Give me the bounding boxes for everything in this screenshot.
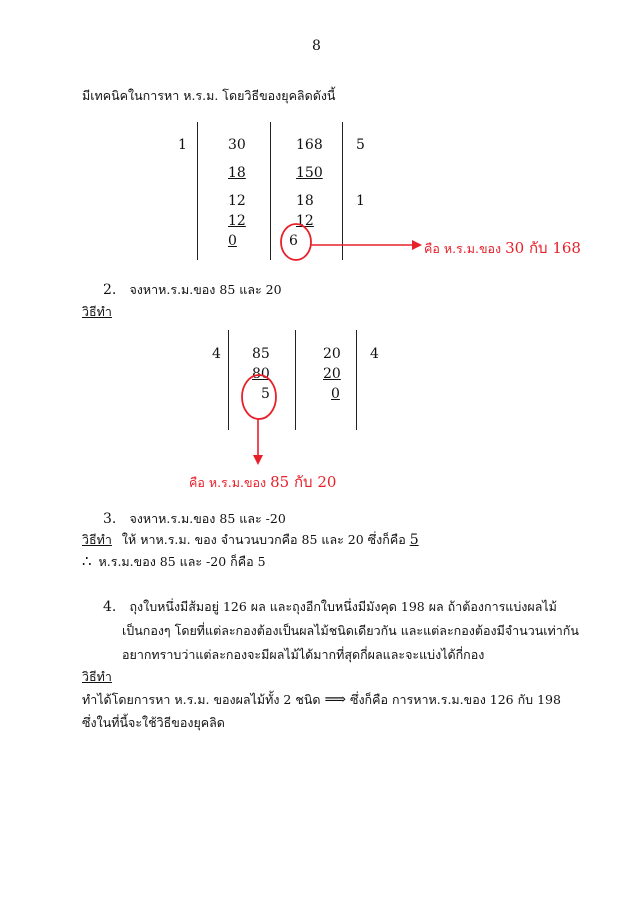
problem3-conclusion: ∴ ห.ร.ม.ของ 85 และ -20 ก็คือ 5: [82, 552, 266, 570]
table2-quotient-1: 4: [212, 346, 221, 362]
intro-text: มีเทคนิคในการหา ห.ร.ม. โดยวิธีของยุคลิดดังนี้: [82, 88, 336, 103]
gcd-circle-1: [281, 224, 311, 260]
implies-arrow-icon: ⟹: [324, 690, 346, 708]
table1-a-3: 12: [228, 193, 246, 209]
table1-a-4: 12: [228, 213, 246, 229]
table2-b-2: 20: [323, 366, 341, 382]
table2-b-3: 0: [331, 386, 340, 402]
problem4-solution-line-1: ทำได้โดยการหา ห.ร.ม. ของผลไม้ทั้ง 2 ชนิด ⟹ ซึ่งก็คือ การหาห.ร.ม.ของ 126 กับ 198: [82, 690, 561, 708]
table2-result-label: คือ ห.ร.ม.ของ 85 กับ 20: [189, 473, 337, 491]
table2-a-3: 5: [261, 386, 270, 402]
table1-a-1: 30: [228, 137, 246, 153]
problem3-method: วิธีทำ ให้ หาห.ร.ม. ของ จำนวนบวกคือ 85 และ 20 ซึ่งก็คือ 5: [82, 532, 419, 548]
arrow-head-right-icon: [412, 240, 422, 250]
table2-b-1: 20: [323, 346, 341, 362]
table1-a-5: 0: [228, 233, 237, 249]
table1-quotient-3: 1: [356, 193, 365, 209]
table1-b-3: 18: [296, 193, 314, 209]
therefore-icon: ∴: [82, 552, 92, 570]
table1-quotient-1: 1: [178, 137, 187, 153]
page-number: 8: [312, 38, 321, 54]
problem4-line-3: อยากทราบว่าแต่ละกองจะมีผลไม้ได้มากที่สุดกี่ผลและจะแบ่งได้กี่กอง: [122, 647, 485, 662]
problem-3: 3. จงหาห.ร.ม.ของ 85 และ -20: [103, 511, 286, 527]
table1-result-label: คือ ห.ร.ม.ของ 30 กับ 168: [424, 239, 581, 257]
problem-2: 2. จงหาห.ร.ม.ของ 85 และ 20: [103, 282, 282, 298]
table1-a-2: 18: [228, 165, 246, 181]
problem-4: 4. ถุงใบหนึ่งมีส้มอยู่ 126 ผล และถุงอีกใบหนึ่งมีมังคุด 198 ผล ถ้าต้องการแบ่งผลไม้: [103, 599, 557, 615]
table2-a-1: 85: [252, 346, 270, 362]
problem4-line-2: เป็นกองๆ โดยที่แต่ละกองต้องเป็นผลไม้ชนิดเดียวกัน และแต่ละกองต้องมีจำนวนเท่ากัน: [122, 623, 579, 638]
table1-b-5: 6: [289, 233, 298, 249]
table2-a-2: 80: [252, 366, 270, 382]
table1-b-2: 150: [296, 165, 323, 181]
table2-quotient-2: 4: [370, 346, 379, 362]
problem4-solution-line-2: ซึ่งในที่นี้จะใช้วิธีของยุคลิด: [82, 715, 225, 730]
arrow-head-down-icon: [253, 455, 263, 465]
table1-quotient-2: 5: [356, 137, 365, 153]
problem2-method-label: วิธีทำ: [82, 304, 112, 319]
gcd-circle-2: [242, 375, 276, 419]
problem4-method-label: วิธีทำ: [82, 669, 112, 684]
table1-b-1: 168: [296, 137, 323, 153]
table1-b-4: 12: [296, 213, 314, 229]
